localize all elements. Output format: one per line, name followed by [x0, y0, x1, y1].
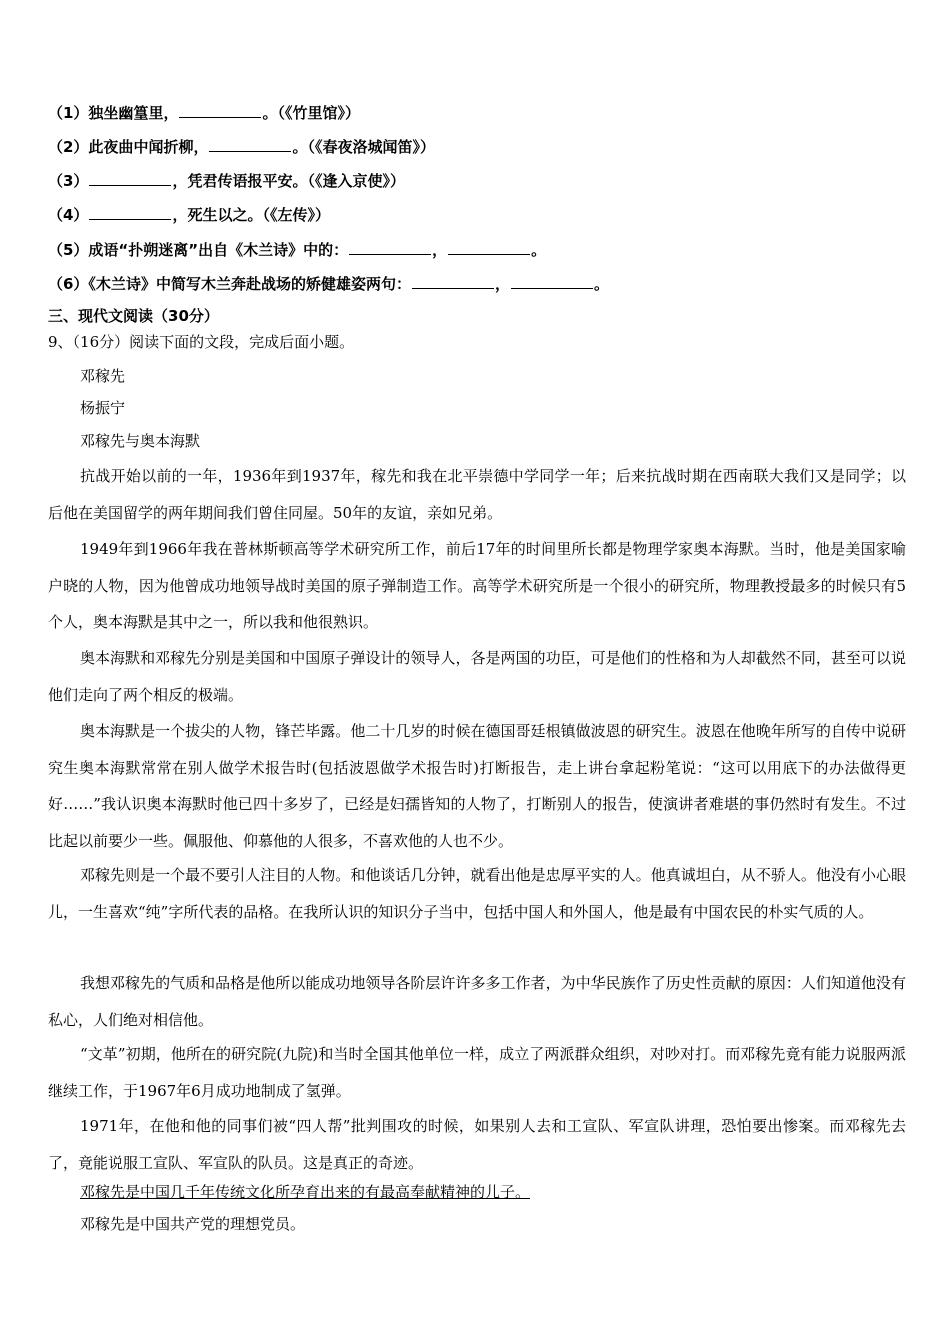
- answer-blank[interactable]: [179, 102, 261, 118]
- answer-blank[interactable]: [511, 273, 593, 289]
- answer-blank[interactable]: [412, 273, 494, 289]
- article-author: 杨振宁: [80, 399, 126, 417]
- article-title: 邓稼先: [80, 367, 126, 385]
- paragraph: 我想邓稼先的气质和品格是他所以能成功地领导各阶层许许多多工作者，为中华民族作了历史性贡献的原因：人们知道他没有私心，人们绝对相信他。: [48, 974, 906, 1029]
- paragraph: 抗战开始以前的一年，1936年到1937年，稼先和我在北平崇德中学同学一年；后来抗战时期在西南联大我们又是同学；以后他在美国留学的两年期间我们曾住同屋。50年的友谊，亲如兄弟。: [48, 467, 906, 522]
- paragraph: 奥本海默是一个拔尖的人物，锋芒毕露。他二十几岁的时候在德国哥廷根镇做波恩的研究生。波恩在他晚年所写的自传中说研究生奥本海默常常在别人做学术报告时(包括波恩做学术报告时)打断报告，走上讲台拿起粉笔说：“这可以用底下的办法做得更好……”我认识奥本海默时他已四十多岁了，已经是妇孺皆知的人物了，打断别人的报告，使演讲者难堪的事仍然时有发生。不过比起以前要少一些。佩服他、仰慕他的人很多，不喜欢他的人也不少。: [48, 722, 906, 850]
- fill-in-4: （4） ，死生以之。（《左传》）: [48, 206, 330, 224]
- answer-blank[interactable]: [209, 136, 291, 152]
- paragraph: 1949年到1966年我在普林斯顿高等学术研究所工作，前后17年的时间里所长都是物理学家奥本海默。当时，他是美国家喻户晓的人物，因为他曾成功地领导战时美国的原子弹制造工作。高等学术研究所是一个很小的研究所，物理教授最多的时候只有5个人，奥本海默是其中之一，所以我和他很熟识。: [48, 540, 906, 631]
- fill-in-5: （5）成语“扑朔迷离”出自《木兰诗》中的： ， 。: [48, 241, 547, 259]
- underlined-sentence: 邓稼先是中国几千年传统文化所孕育出来的有最高奉献精神的儿子。: [80, 1183, 531, 1201]
- fill-in-3: （3） ，凭君传语报平安。（《逢入京使》）: [48, 172, 405, 190]
- answer-blank[interactable]: [349, 239, 431, 255]
- fill-in-6: （6）《木兰诗》中简写木兰奔赴战场的矫健雄姿两句： ， 。: [48, 275, 609, 293]
- closing-sentence: 邓稼先是中国共产党的理想党员。: [80, 1215, 306, 1233]
- paragraph: 1971年，在他和他的同事们被“四人帮”批判围攻的时候，如果别人去和工宣队、军宣队讲理，恐怕要出惨案。而邓稼先去了，竟能说服工宣队、军宣队的队员。这是真正的奇迹。: [48, 1117, 906, 1172]
- answer-blank[interactable]: [89, 170, 171, 186]
- paragraph: 奥本海默和邓稼先分别是美国和中国原子弹设计的领导人，各是两国的功臣，可是他们的性格和为人却截然不同，甚至可以说他们走向了两个相反的极端。: [48, 649, 906, 704]
- answer-blank[interactable]: [448, 239, 530, 255]
- paragraph: “文革”初期，他所在的研究院(九院)和当时全国其他单位一样，成立了两派群众组织，对吵对打。而邓稼先竟有能力说服两派继续工作，于1967年6月成功地制成了氢弹。: [48, 1045, 906, 1100]
- paragraph: 邓稼先则是一个最不要引人注目的人物。和他谈话几分钟，就看出他是忠厚平实的人。他真诚坦白，从不骄人。他没有小心眼儿，一生喜欢“纯”字所代表的品格。在我所认识的知识分子当中，包括中国人和外国人，他是最有中国农民的朴实气质的人。: [48, 866, 906, 921]
- fill-in-2: （2）此夜曲中闻折柳， 。（《春夜洛城闻笛》）: [48, 138, 435, 156]
- question-stem: 9、（16分）阅读下面的文段，完成后面小题。: [48, 333, 355, 351]
- article-subtitle: 邓稼先与奥本海默: [80, 432, 201, 450]
- section-title: 三、现代文阅读（30分）: [48, 307, 219, 325]
- fill-in-1: （1）独坐幽篁里， 。（《竹里馆》）: [48, 104, 360, 122]
- answer-blank[interactable]: [89, 204, 171, 220]
